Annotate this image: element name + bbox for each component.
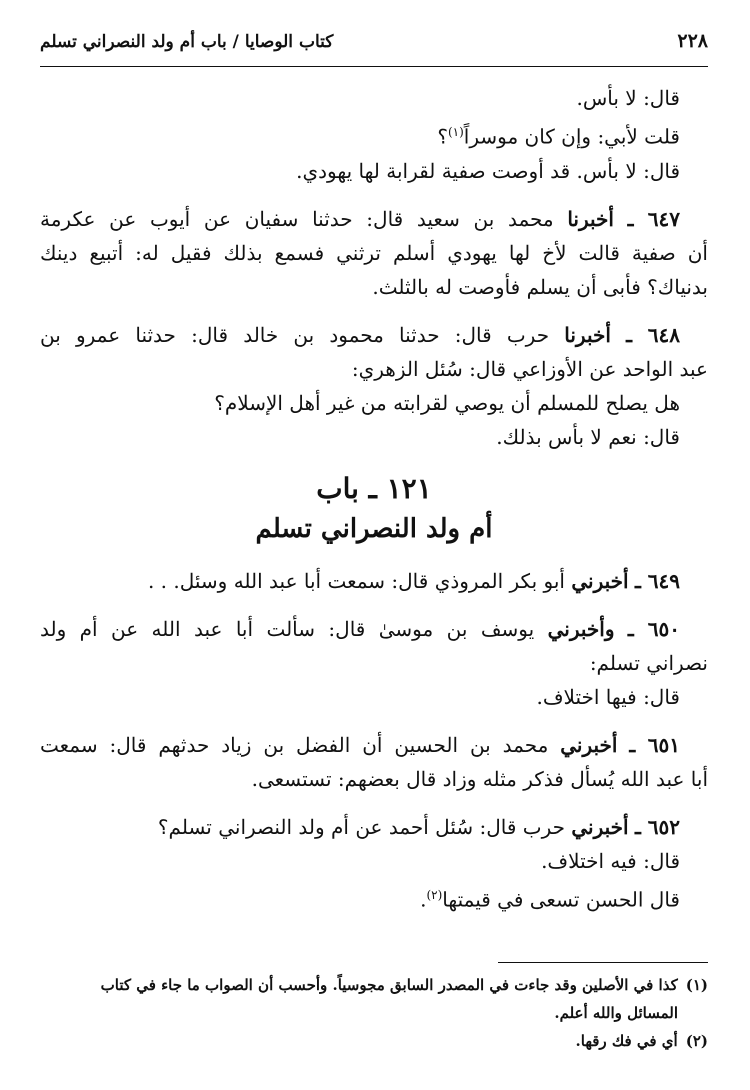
text-line: عبد الواحد عن الأوزاعي قال: سُئل الزهري: xyxy=(351,356,708,381)
footnote-2 xyxy=(40,1027,708,1055)
text-line: نصراني تسلم: xyxy=(589,650,708,675)
text-line: قال: فيها اختلاف. xyxy=(536,684,680,709)
footnote-mark: (١) xyxy=(685,976,708,995)
footnotes xyxy=(40,971,708,1055)
text-span: . xyxy=(420,887,427,912)
report-648 xyxy=(40,318,708,352)
text-line: قال: لا بأس. قد أوصت صفية لقرابة لها يهودي. xyxy=(296,158,680,183)
text-span: محمد بن سعيد قال: حدثنا سفيان عن أيوب عن عكرمة xyxy=(40,206,554,231)
text-line: أبا عبد الله يُسأل فذكر مثله وزاد قال بعضهم: تستسعى. xyxy=(251,766,708,791)
report-keyword: أخبرنا xyxy=(564,322,611,347)
report-652 xyxy=(40,810,708,844)
book-page xyxy=(40,30,708,1055)
footnote-rule xyxy=(498,962,708,963)
report-keyword: أخبرني xyxy=(560,732,618,757)
footnote-1 xyxy=(40,971,708,999)
page-number: ٢٢٨ xyxy=(677,30,708,52)
report-keyword: أخبرنا xyxy=(567,206,614,231)
report-650 xyxy=(40,612,708,646)
footnote-text: المسائل والله أعلم. xyxy=(554,1004,678,1023)
running-title: كتاب الوصايا / باب أم ولد النصراني تسلم xyxy=(40,32,334,52)
report-number: ٦٥٢ ـ xyxy=(634,814,680,839)
text-span: حرب قال: حدثنا محمود بن خالد قال: حدثنا عمرو بن xyxy=(40,322,550,347)
footnote-ref: (٢) xyxy=(426,887,443,902)
report-keyword: أخبرني xyxy=(571,568,629,593)
page-body xyxy=(40,81,708,916)
text-span: قال الحسن تسعى في قيمتها xyxy=(442,887,680,912)
text-span: حرب قال: سُئل أحمد عن أم ولد النصراني تسلم؟ xyxy=(157,814,565,839)
report-number: ٦٤٩ ـ xyxy=(634,568,680,593)
text-line: قال: لا بأس. xyxy=(576,86,680,110)
footnote-mark: (٢) xyxy=(685,1032,708,1051)
report-651 xyxy=(40,728,708,762)
report-number: ٦٤٧ ـ xyxy=(627,206,681,231)
report-keyword: وأخبرني xyxy=(547,616,615,641)
text-line: قال: نعم لا بأس بذلك. xyxy=(496,424,680,449)
text-span: ؟ xyxy=(437,124,448,149)
footnote-ref: (١) xyxy=(447,125,464,139)
text-line: هل يصلح للمسلم أن يوصي لقرابته من غير أهل الإسلام؟ xyxy=(214,390,680,415)
text-span: أبو بكر المروذي قال: سمعت أبا عبد الله وسئل. . . xyxy=(147,568,565,593)
footnote-text: كذا في الأصلين وقد جاءت في المصدر السابق مجوسياً. وأحسب أن الصواب ما جاء في كتاب xyxy=(100,976,678,995)
text-span: يوسف بن موسىٰ قال: سألت أبا عبد الله عن أم ولد xyxy=(40,616,535,641)
report-keyword: أخبرني xyxy=(571,814,629,839)
text-line xyxy=(40,115,708,154)
report-number: ٦٤٨ ـ xyxy=(626,322,680,347)
text-line: بدنياك؟ فأبى أن يسلم فأوصت له بالثلث. xyxy=(372,274,708,299)
report-number: ٦٥١ ـ xyxy=(629,732,681,757)
text-line: أن صفية قالت لأخ لها يهودي أسلم ترثني فسمع بذلك فقيل له: أتبيع دينك xyxy=(40,240,708,265)
running-header xyxy=(40,30,708,64)
text-line xyxy=(40,878,708,917)
text-line: قال: فيه اختلاف. xyxy=(541,848,680,873)
chapter-number: ١٢١ ـ باب xyxy=(316,471,432,505)
header-rule xyxy=(40,66,708,67)
chapter-title: أم ولد النصراني تسلم xyxy=(255,513,493,544)
text-span: قلت لأبي: وإن كان موسراً xyxy=(463,124,680,149)
footnote-text: أي في فك رقها. xyxy=(575,1032,678,1051)
report-649 xyxy=(40,564,708,598)
report-number: ٦٥٠ ـ xyxy=(627,616,680,641)
text-span: محمد بن الحسين أن الفضل بن زياد حدثهم قال: سمعت xyxy=(40,732,549,757)
report-647 xyxy=(40,202,708,236)
